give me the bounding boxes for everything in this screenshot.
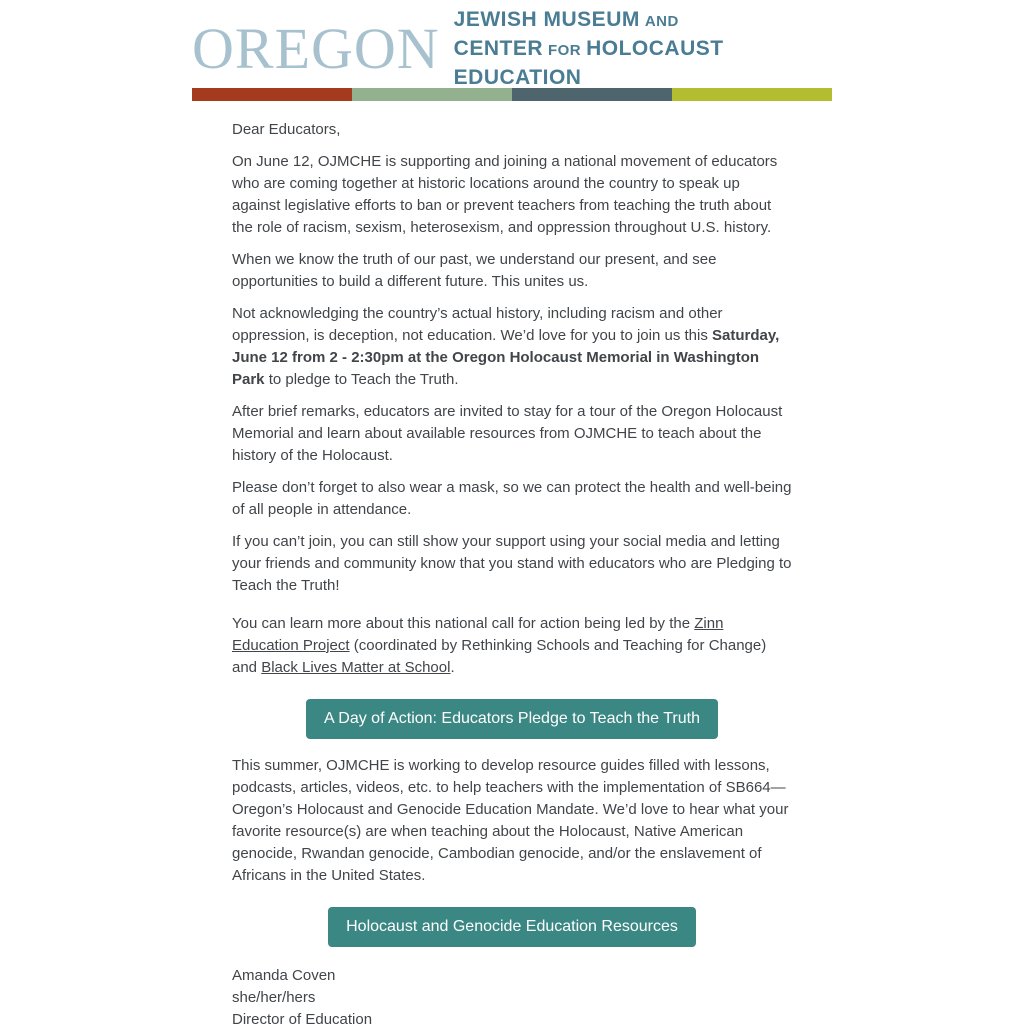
subtitle-jewish-museum: JEWISH MUSEUM: [453, 7, 640, 31]
bar-segment-slate: [512, 88, 672, 101]
paragraph-mask: Please don’t forget to also wear a mask, so we can protect the health and well-being of all people in attendance.: [232, 479, 792, 518]
signature-name: Amanda Coven: [232, 967, 336, 984]
day-of-action-button-row: [232, 699, 792, 739]
logo-wordmark: OREGON: [192, 16, 440, 81]
event-text-post: to pledge to Teach the Truth.: [264, 371, 459, 388]
paragraph-social-media: If you can’t join, you can still show your support using your social media and letting your friends and community know that you stand with educators who are Pledging to Teach the Truth!: [232, 533, 792, 594]
signature-block: [232, 965, 792, 1024]
subtitle-center: CENTER: [453, 36, 544, 60]
subtitle-and: AND: [644, 12, 679, 30]
bar-segment-rust: [192, 88, 352, 101]
greeting: Dear Educators,: [232, 121, 341, 138]
resources-button[interactable]: Holocaust and Genocide Education Resources: [328, 907, 696, 947]
zinn-education-project-link[interactable]: Zinn Education Project: [232, 615, 724, 654]
bar-segment-sage: [352, 88, 512, 101]
resources-button-row: [232, 907, 792, 947]
black-lives-matter-at-school-link[interactable]: Black Lives Matter at School: [261, 659, 451, 676]
paragraph-tour: After brief remarks, educators are invited to stay for a tour of the Oregon Holocaust Memorial and learn about available resources from OJMCHE to teach about the history of the Holocaust.: [232, 403, 783, 464]
color-bar: [192, 88, 832, 101]
paragraph-resource-guides: This summer, OJMCHE is working to develop resource guides filled with lessons, podcasts, articles, videos, etc. to help teachers with the implementation of SB664—Oregon’s Holocaust and Genocide Education Mandate. We’d love to hear what your favorite resource(s) are when teaching about the Holocaust, Native American genocide, Rwandan genocide, Cambodian genocide, and/or the enslavement of Africans in the United States.: [232, 757, 789, 884]
email-body: [192, 0, 832, 1024]
paragraph-truth: When we know the truth of our past, we understand our present, and see opportunities to build a different future. This unites us.: [232, 251, 717, 290]
subtitle-for: FOR: [547, 41, 582, 59]
subtitle-holocaust-education: HOLOCAUST EDUCATION: [453, 36, 724, 89]
bar-segment-chartreuse: [672, 88, 832, 101]
paragraph-learn-more: [232, 613, 792, 679]
paragraph-movement: On June 12, OJMCHE is supporting and joining a national movement of educators who are coming together at historic locations around the country to speak up against legislative efforts to ban or prevent teachers from teaching the truth about the role of racism, sexism, heterosexism, and oppression throughout U.S. history.: [232, 153, 778, 236]
logo-subtitle-line-2: [454, 35, 832, 93]
paragraph-event: [232, 303, 792, 391]
day-of-action-button[interactable]: A Day of Action: Educators Pledge to Teach the Truth: [306, 699, 718, 739]
ojmche-logo: [192, 7, 832, 89]
event-text-pre: Not acknowledging the country’s actual history, including racism and other oppression, is deception, not education. We’d love for you to join us this: [232, 305, 723, 344]
learn-more-mid: (coordinated by Rethinking Schools and Teaching for Change) and: [232, 637, 767, 676]
learn-more-post: .: [450, 659, 455, 676]
signature-title: Director of Education: [232, 1011, 373, 1024]
logo-subtitle-line-1: [454, 6, 832, 35]
learn-more-pre: You can learn more about this national call for action being led by the: [232, 615, 695, 632]
signature-pronouns: she/her/hers: [232, 989, 316, 1006]
event-details-bold: Saturday, June 12 from 2 - 2:30pm at the Oregon Holocaust Memorial in Washington Park: [232, 327, 780, 388]
header: [192, 0, 832, 101]
logo-subtitle: [454, 6, 832, 93]
email-content: [192, 101, 832, 1024]
